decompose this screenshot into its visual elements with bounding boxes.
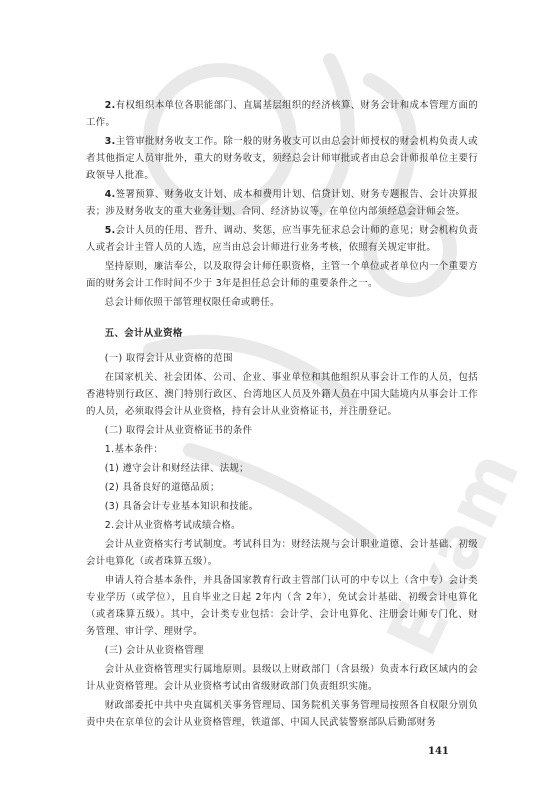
list-item: (二) 取得会计从业资格证书的条件 <box>104 425 253 436</box>
paragraph-authority-3: 3.主管审批财务收支工作。除一般的财务收支可以由总会计师授权的财会机构负责人或者其他指定人员审批外，重大的财务收支，须经总会计师审批或者由总会计师报单位主要行政领导人批准。 <box>86 136 478 181</box>
list-item: 财政部委托中共中央直属机关事务管理局、国务院机关事务管理局按照各自权限分别负责中央在京单位的会计从业资格管理，铁道部、中国人民武装警察部队后勤部财务 <box>86 700 478 728</box>
list-item: 申请人符合基本条件，并具备国家教育行政主管部门认可的中专以上（含中专）会计类专业学历（或学位），且自毕业之日起 2年内（含 2年），免试会计基础、初级会计电算化（或者珠算五级）。其中，会计类专业包括：会计学、会计电算化、注册会计师专门化、财务管理、审计学、理财学。 <box>86 575 478 637</box>
page-number: 141 <box>428 746 449 757</box>
document-body <box>86 97 478 733</box>
paragraph-qualification: 坚持原则，廉洁奉公，以及取得会计师任职资格，主管一个单位或者单位内一个重要方面的财务会计工作时间不少于 3年是担任总会计师的重要条件之一。 <box>86 261 478 289</box>
list-item: (1) 遵守会计和财经法律、法规； <box>104 463 249 474</box>
paragraph-authority-4: 4.签署预算、财务收支计划、成本和费用计划、信贷计划、财务专题报告、会计决算报表；涉及财务收支的重大业务计划、合同、经济协议等，在单位内部须经总会计师会签。 <box>86 189 478 217</box>
list-item: 会计从业资格实行考试制度。考试科目为：财经法规与会计职业道德、会计基础、初级会计电算化（或者珠算五级）。 <box>86 539 478 567</box>
list-item: 会计从业资格管理实行属地原则。县级以上财政部门（含县级）负责本行政区域内的会计从业资格管理。会计从业资格考试由省级财政部门负责组织实施。 <box>86 664 478 692</box>
paragraph-authority-5: 5.会计人员的任用、晋升、调动、奖惩，应当事先征求总会计师的意见；财会机构负责人或者会计主管人员的人选，应当由总会计师进行业务考核，依照有关规定审批。 <box>86 225 478 253</box>
paragraph-appointment: 总会计师依照干部管理权限任命或聘任。 <box>104 297 280 308</box>
list-item: (2) 具备良好的道德品质； <box>104 482 220 493</box>
list-item: (三) 会计从业资格管理 <box>104 645 204 656</box>
list-item: 在国家机关、社会团体、公司、企业、事业单位和其他组织从事会计工作的人员，包括香港特别行政区、澳门特别行政区、台湾地区人员及外籍人员在中国大陆境内从事会计工作的人员，必须取得会计从业资格，持有会计从业资格证书，并注册登记。 <box>86 372 478 417</box>
watermark-text: Exam <box>371 439 536 668</box>
section-title: 五、会计从业资格 <box>104 328 183 339</box>
list-item: 2.会计从业资格考试成绩合格。 <box>104 520 241 531</box>
paragraph-authority-2: 2.有权组织本单位各职能部门、直属基层组织的经济核算、财务会计和成本管理方面的工作。 <box>86 100 478 128</box>
list-item: (3) 具备会计专业基本知识和技能。 <box>104 501 259 512</box>
list-item: (一) 取得会计从业资格的范围 <box>104 353 233 364</box>
list-item: 1.基本条件： <box>104 444 164 455</box>
